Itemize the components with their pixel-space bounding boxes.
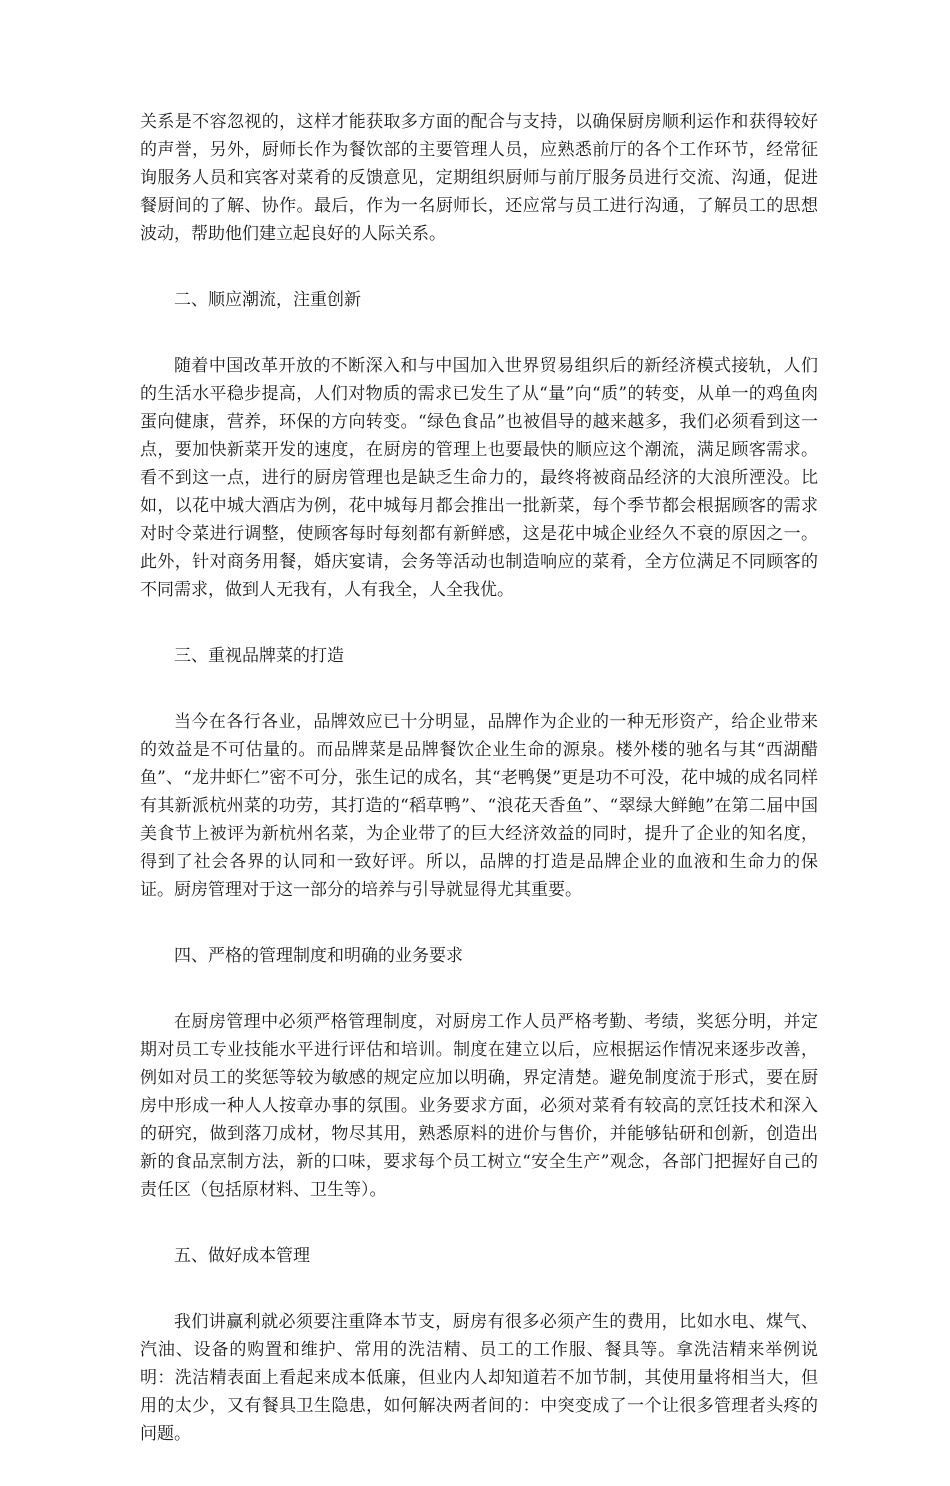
section-heading-2: 二、顺应潮流，注重创新 (174, 290, 361, 310)
paragraph-section-2: 随着中国改革开放的不断深入和与中国加入世界贸易组织后的新经济模式接轨，人们的生活水平稳步提高，人们对物质的需求已发生了从“量”向“质”的转变，从单一的鸡鱼肉蛋向健康，营养，环保的方向转变。“绿色食品”也被倡导的越来越多，我们必须看到这一点，要加快新菜开发的速度，在厨房的管理上也要最快的顺应这个潮流，满足顾客需求。看不到这一点，进行的厨房管理也是缺乏生命力的，最终将被商品经济的大浪所湮没。比如，以花中城大酒店为例，花中城每月都会推出一批新菜，每个季节都会根据顾客的需求对时令菜进行调整，使顾客每时每刻都有新鲜感，这是花中城企业经久不衰的原因之一。此外，针对商务用餐，婚庆宴请，会务等活动也制造响应的菜肴，全方位满足不同顾客的不同需求，做到人无我有，人有我全，人全我优。 (140, 356, 818, 600)
paragraph-section-3: 当今在各行各业，品牌效应已十分明显，品牌作为企业的一种无形资产，给企业带来的效益是不可估量的。而品牌菜是品牌餐饮企业生命的源泉。楼外楼的驰名与其“西湖醋鱼”、“龙井虾仁”密不可分，张生记的成名，其“老鸭煲”更是功不可没，花中城的成名同样有其新派杭州菜的功劳，其打造的“稻草鸭”、“浪花天香鱼”、“翠绿大鲜鲍”在第二届中国美食节上被评为新杭州名菜，为企业带了的巨大经济效益的同时，提升了企业的知名度，得到了社会各界的认同和一致好评。所以，品牌的打造是品牌企业的血液和生命力的保证。厨房管理对于这一部分的培养与引导就显得尤其重要。 (140, 712, 818, 900)
paragraph-intro: 关系是不容忽视的，这样才能获取多方面的配合与支持，以确保厨房顺利运作和获得较好的声誉，另外，厨师长作为餐饮部的主要管理人员，应熟悉前厅的各个工作环节，经常征询服务人员和宾客对菜肴的反馈意见，定期组织厨师与前厅服务员进行交流、沟通，促进餐厨间的了解、协作。最后，作为一名厨师长，还应常与员工进行沟通，了解员工的思想波动，帮助他们建立起良好的人际关系。 (140, 112, 818, 244)
section-heading-4: 四、严格的管理制度和明确的业务要求 (174, 946, 463, 966)
document-body (140, 108, 818, 1486)
section-heading-3: 三、重视品牌菜的打造 (174, 646, 344, 666)
paragraph-section-5: 我们讲赢利就必须要注重降本节支，厨房有很多必须产生的费用，比如水电、煤气、汽油、设备的购置和维护、常用的洗洁精、员工的工作服、餐具等。拿洗洁精来举例说明：洗洁精表面上看起来成本低廉，但业内人却知道若不加节制，其使用量将相当大，但用的太少，又有餐具卫生隐患，如何解决两者间的：中突变成了一个让很多管理者头疼的问题。 (140, 1312, 818, 1444)
paragraph-section-4: 在厨房管理中必须严格管理制度，对厨房工作人员严格考勤、考绩，奖惩分明，并定期对员工专业技能水平进行评估和培训。制度在建立以后，应根据运作情况来逐步改善，例如对员工的奖惩等较为敏感的规定应加以明确，界定清楚。避免制度流于形式，要在厨房中形成一种人人按章办事的氛围。业务要求方面，必须对菜肴有较高的烹饪技术和深入的研究，做到落刀成材，物尽其用，熟悉原料的进价与售价，并能够钻研和创新，创造出新的食品烹制方法，新的口味，要求每个员工树立“安全生产”观念，各部门把握好自己的责任区（包括原材料、卫生等）。 (140, 1012, 818, 1200)
section-heading-5: 五、做好成本管理 (174, 1246, 310, 1266)
